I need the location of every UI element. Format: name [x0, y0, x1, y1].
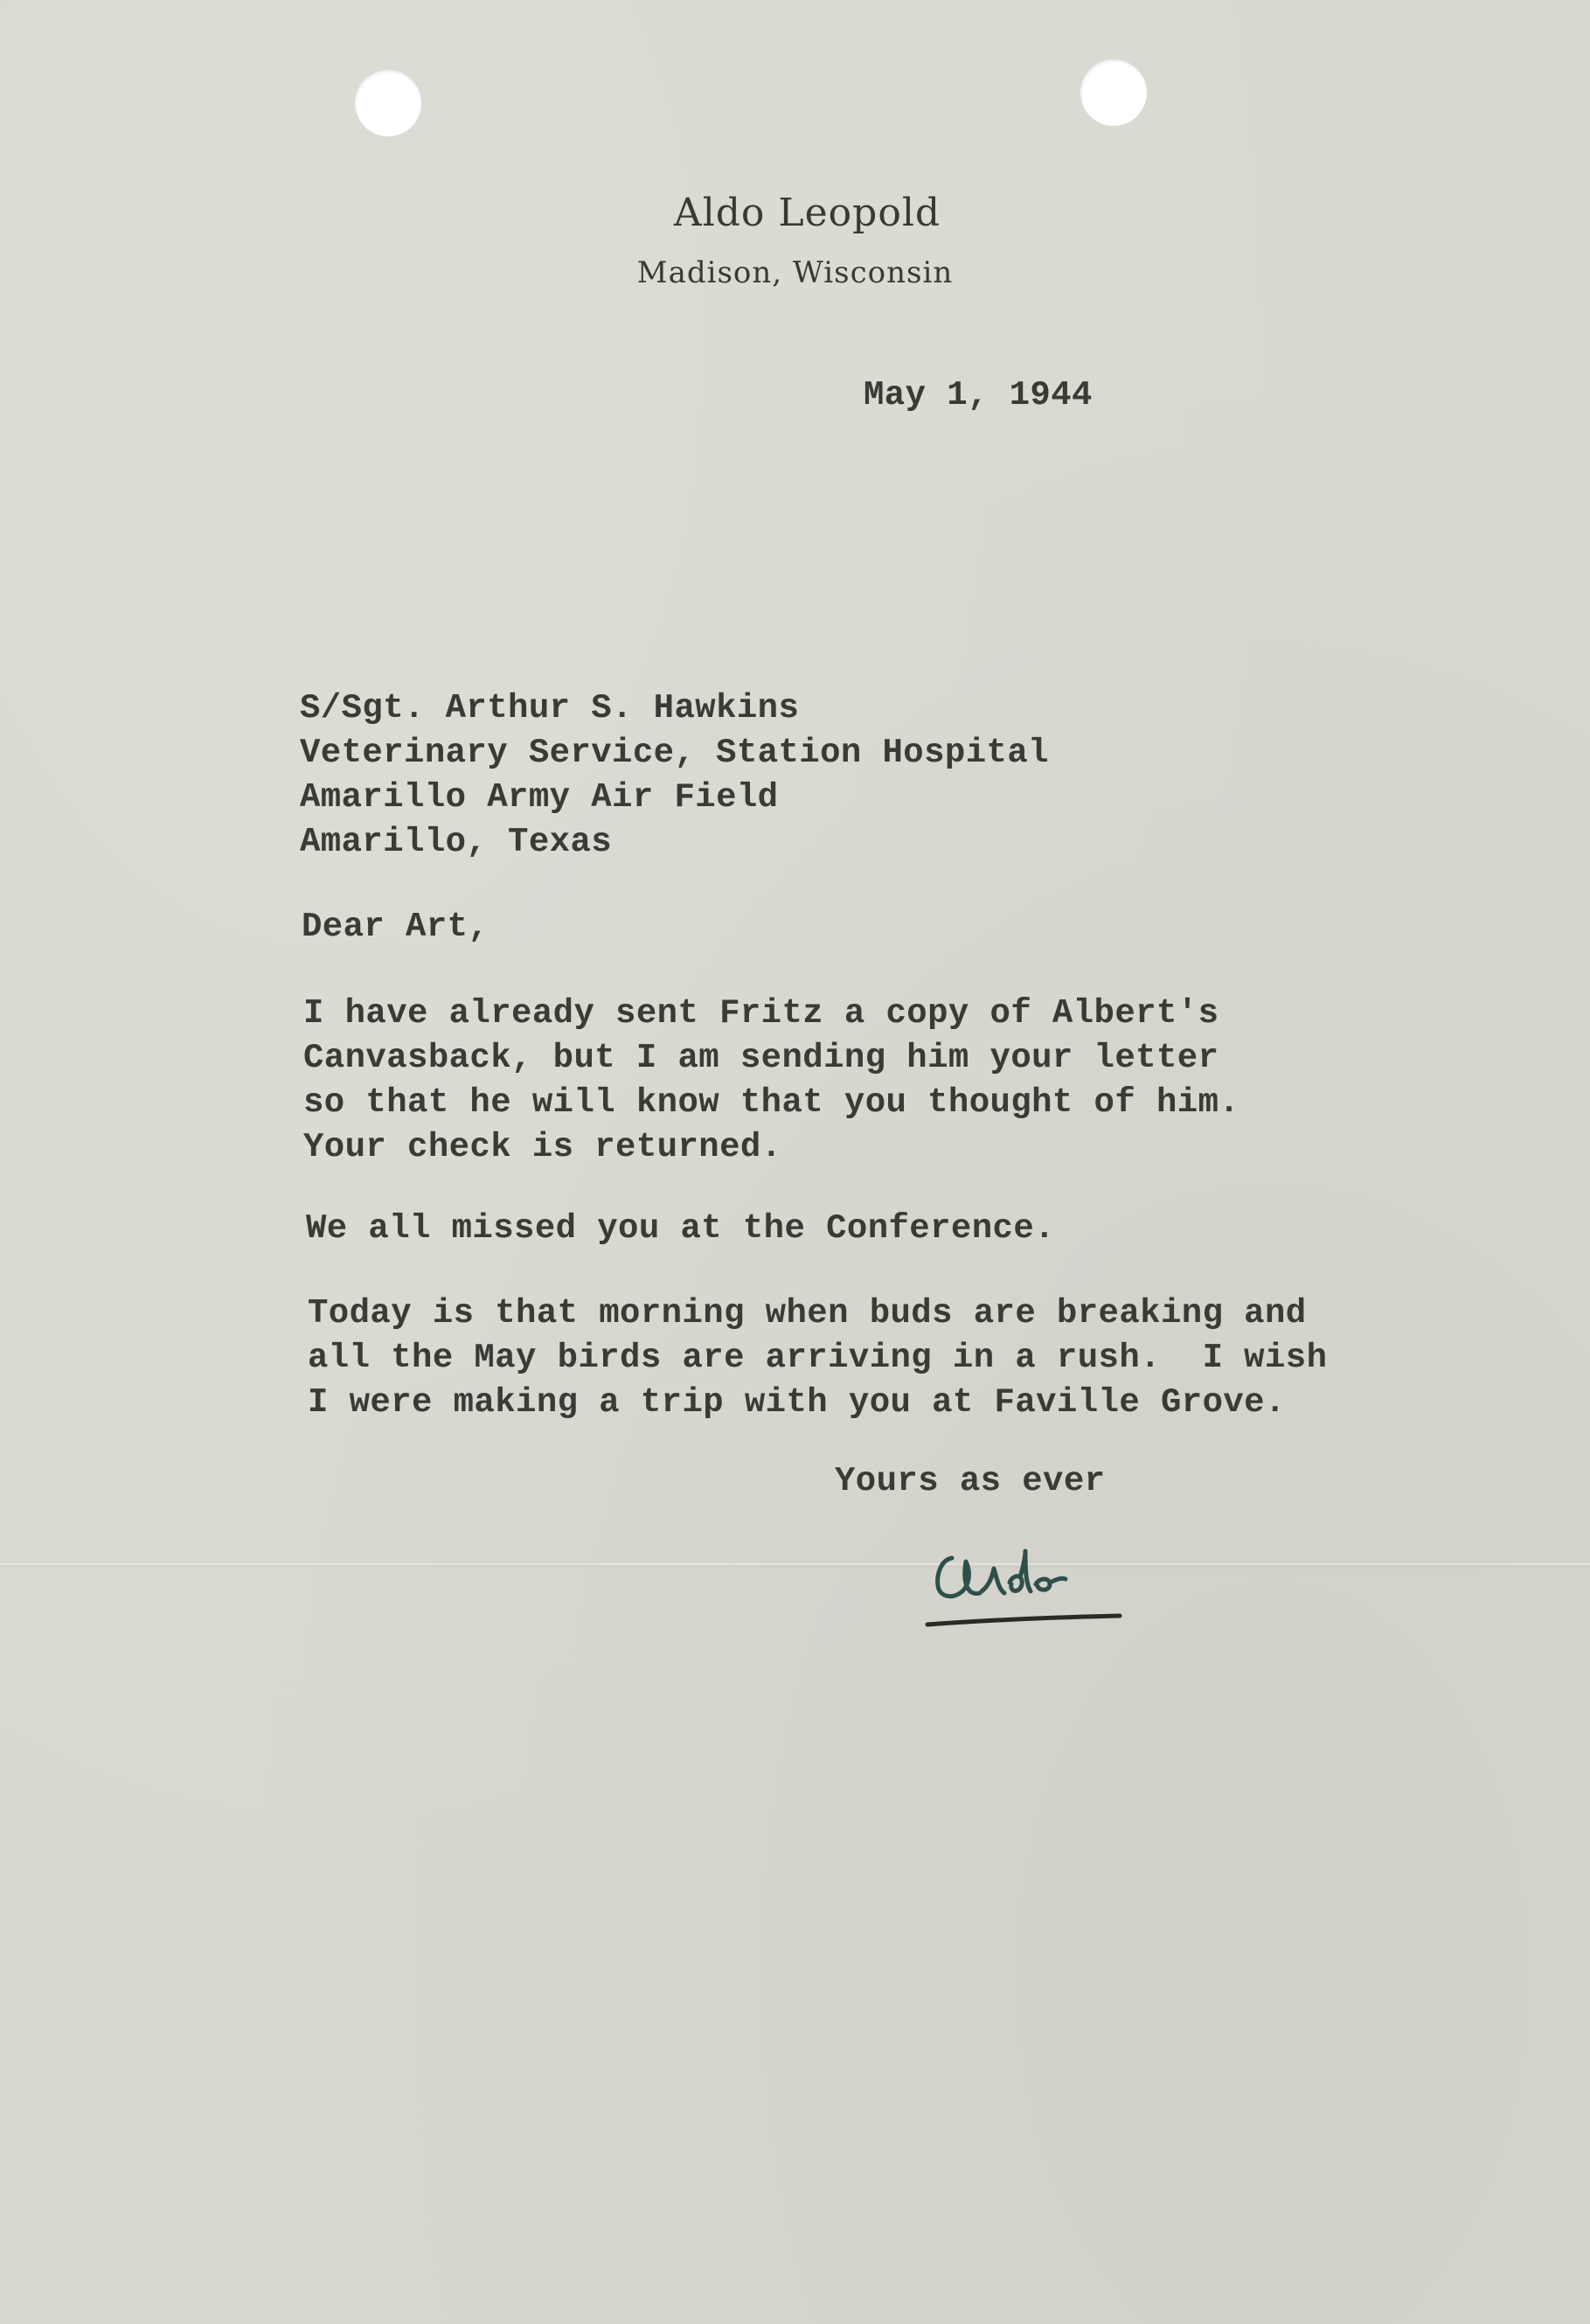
- body-line: We all missed you at the Conference.: [306, 1209, 1055, 1248]
- recipient-line: Veterinary Service, Station Hospital: [300, 734, 1049, 772]
- letterhead-name: Aldo Leopold: [673, 191, 941, 235]
- body-line: I were making a trip with you at Faville Grove.: [308, 1383, 1286, 1422]
- body-line: Canvasback, but I am sending him your letter: [303, 1039, 1219, 1077]
- body-paragraph-2: [306, 1207, 1055, 1251]
- signature-stroke: [1010, 1551, 1031, 1591]
- signature-stroke: [982, 1569, 1004, 1593]
- body-paragraph-1: [303, 992, 1239, 1170]
- closing: Yours as ever: [835, 1462, 1106, 1500]
- body-line: Today is that morning when buds are breaking and: [308, 1294, 1307, 1332]
- letter-date: May 1, 1944: [864, 376, 1093, 414]
- recipient-address: [300, 686, 1049, 865]
- recipient-line: Amarillo Army Air Field: [300, 778, 779, 817]
- salutation: Dear Art,: [302, 908, 489, 946]
- recipient-line: Amarillo, Texas: [300, 823, 613, 861]
- handwritten-signature: [922, 1539, 1132, 1644]
- body-paragraph-3: [308, 1291, 1327, 1425]
- signature-stroke: [938, 1558, 980, 1597]
- body-line: I have already sent Fritz a copy of Albert's: [303, 994, 1219, 1033]
- paper-fold-line: [0, 1563, 1590, 1565]
- body-line: all the May birds are arriving in a rush. I wish: [308, 1339, 1328, 1377]
- recipient-line: S/Sgt. Arthur S. Hawkins: [300, 689, 800, 727]
- punch-hole-left: [355, 70, 421, 136]
- signature-underline: [927, 1616, 1120, 1625]
- punch-hole-right: [1080, 59, 1147, 126]
- letterhead-location: Madison, Wisconsin: [636, 255, 954, 290]
- body-line: so that he will know that you thought of him.: [303, 1083, 1240, 1122]
- signature-stroke: [1036, 1578, 1066, 1590]
- body-line: Your check is returned.: [303, 1128, 782, 1166]
